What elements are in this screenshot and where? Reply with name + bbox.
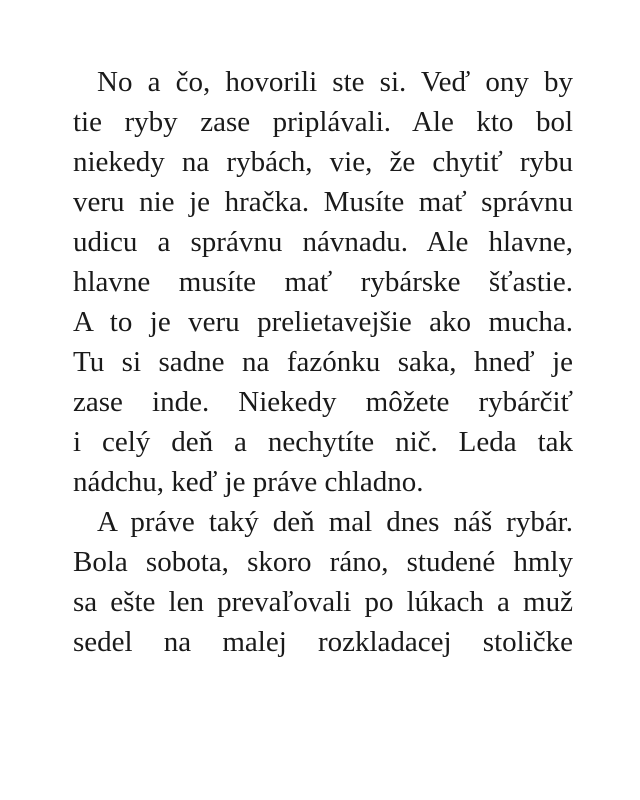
text-line: zase inde. Niekedy môžete rybárčiť: [73, 386, 573, 418]
text-line: A práve taký deň mal dnes náš rybár.: [97, 506, 573, 538]
text-line: tie ryby zase priplávali. Ale kto bol: [73, 106, 573, 138]
text-line: No a čo, hovorili ste si. Veď ony by: [97, 66, 573, 98]
text-line: nádchu, keď je práve chladno.: [73, 466, 424, 498]
text-line: veru nie je hračka. Musíte mať správnu: [73, 186, 573, 218]
text-line: Tu si sadne na fazónku saka, hneď je: [73, 346, 573, 378]
text-line: Bola sobota, skoro ráno, studené hmly: [73, 546, 573, 578]
text-line: niekedy na rybách, vie, že chytiť rybu: [73, 146, 573, 178]
text-line: i celý deň a nechytíte nič. Leda tak: [73, 426, 573, 458]
text-line: sa ešte len prevaľovali po lúkach a muž: [73, 586, 573, 618]
text-line: hlavne musíte mať rybárske šťastie.: [73, 266, 573, 298]
text-line: A to je veru prelietavejšie ako mucha.: [73, 306, 573, 338]
text-line: udicu a správnu návnadu. Ale hlavne,: [73, 226, 573, 258]
text-line: sedel na malej rozkladacej stoličke: [73, 626, 573, 658]
